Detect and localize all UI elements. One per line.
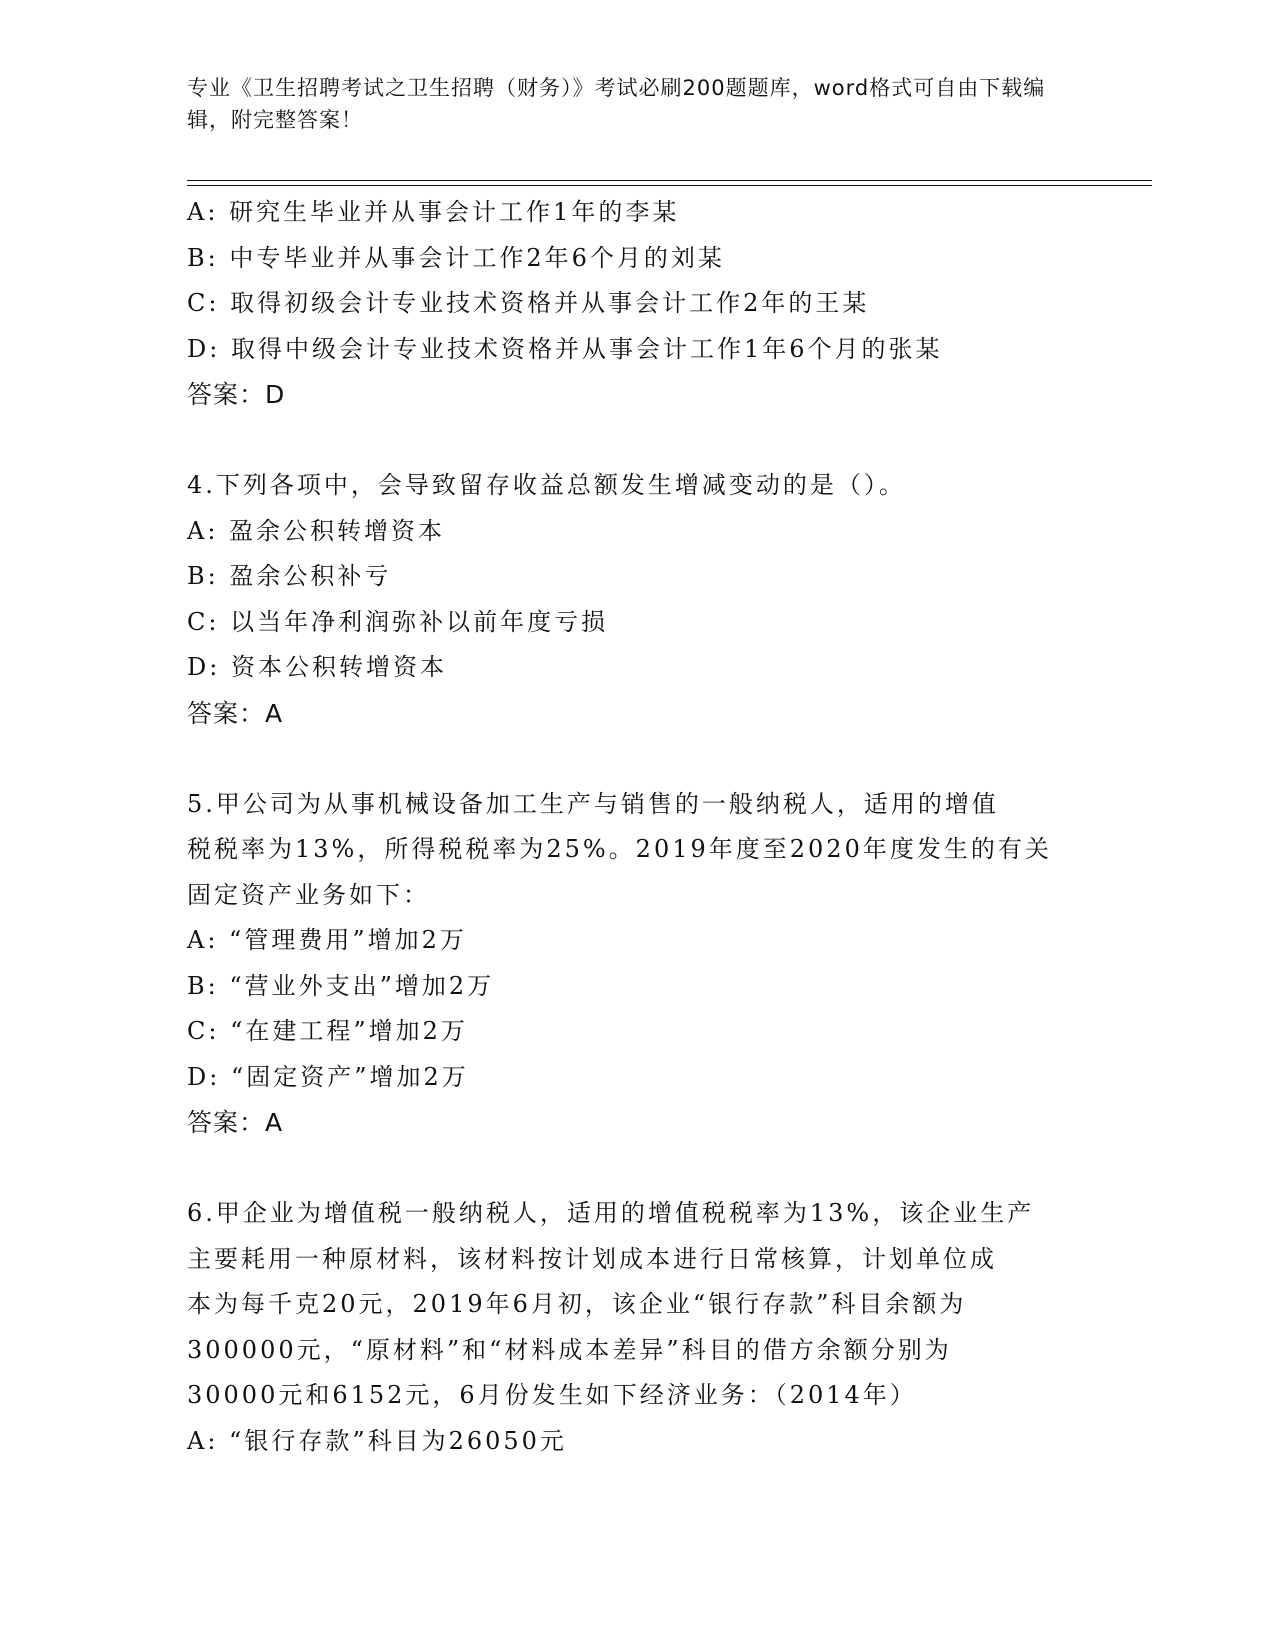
header-rule-top	[187, 180, 1152, 181]
option-a: A: “管理费用”增加2万	[187, 926, 467, 954]
spacer	[187, 418, 1107, 464]
option-c: C: “在建工程”增加2万	[187, 1017, 468, 1045]
answer: 答案：A	[187, 698, 284, 728]
question-text-line: 主要耗用一种原材料，该材料按计划成本进行日常核算，计划单位成	[187, 1244, 997, 1273]
option-d: D: “固定资产”增加2万	[187, 1062, 469, 1091]
option-b: B: “营业外支出”增加2万	[187, 971, 495, 1000]
question-text-line: 本为每千克20元，2019年6月初，该企业“银行存款”科目余额为	[187, 1290, 967, 1318]
question-5	[187, 782, 1107, 1146]
question-6	[187, 1191, 1107, 1464]
question-text-line: 6.甲企业为增值税一般纳税人，适用的增值税税率为13%，该企业生产	[187, 1199, 1035, 1227]
option-b: B: 盈余公积补亏	[187, 562, 392, 590]
spacer	[187, 736, 1107, 782]
document-header: 专业《卫生招聘考试之卫生招聘（财务）》考试必刷200题题库，word格式可自由下载编辑，附完整答案！	[187, 76, 1046, 132]
option-a: A: 盈余公积转增资本	[187, 516, 446, 545]
question-text: 4.下列各项中，会导致留存收益总额发生增减变动的是（）。	[187, 471, 906, 499]
answer: 答案：A	[187, 1108, 284, 1137]
option-d: D: 资本公积转增资本	[187, 653, 447, 681]
answer: 答案：D	[187, 380, 286, 409]
option-a: A: 研究生毕业并从事会计工作1年的李某	[187, 198, 680, 226]
question-3	[187, 190, 1107, 418]
option-d: D: 取得中级会计专业技术资格并从事会计工作1年6个月的张某	[187, 334, 943, 363]
option-b: B: 中专毕业并从事会计工作2年6个月的刘某	[187, 243, 725, 272]
question-text-line: 税税率为13%，所得税税率为25%。2019年度至2020年度发生的有关	[187, 835, 1052, 863]
question-text-line: 300000元，“原材料”和“材料成本差异”科目的借方余额分别为	[187, 1335, 952, 1364]
question-text-line: 固定资产业务如下：	[187, 880, 430, 909]
option-c: C: 以当年净利润弥补以前年度亏损	[187, 607, 609, 636]
option-c: C: 取得初级会计专业技术资格并从事会计工作2年的王某	[187, 289, 870, 317]
question-content	[187, 190, 1107, 1464]
question-text-line: 5.甲公司为从事机械设备加工生产与销售的一般纳税人，适用的增值	[187, 789, 999, 818]
question-4	[187, 463, 1107, 736]
header-rule-bottom	[187, 185, 1152, 186]
spacer	[187, 1146, 1107, 1192]
question-text-line: 30000元和6152元，6月份发生如下经济业务：（2014年）	[187, 1381, 917, 1409]
option-a: A: “银行存款”科目为26050元	[187, 1426, 567, 1455]
